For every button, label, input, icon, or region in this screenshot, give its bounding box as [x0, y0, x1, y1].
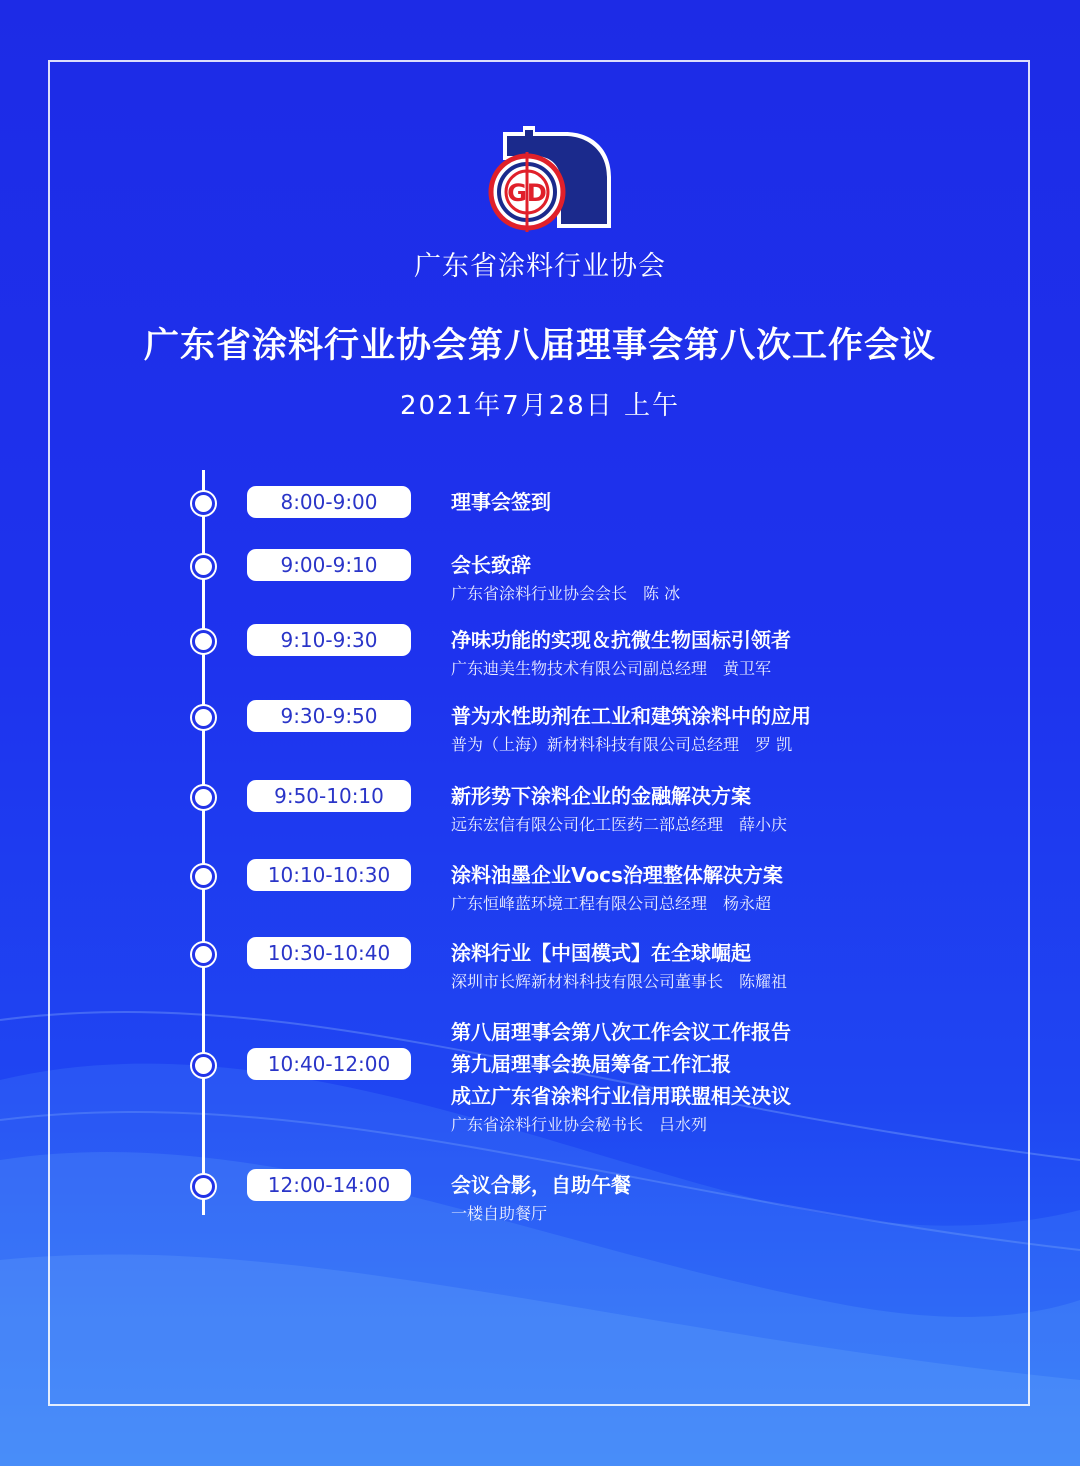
agenda-title: 涂料油墨企业Vocs治理整体解决方案 — [451, 863, 783, 887]
timeline-node-icon — [192, 492, 215, 515]
time-badge: 10:30-10:40 — [247, 937, 411, 969]
time-badge: 9:10-9:30 — [247, 624, 411, 656]
agenda-speaker: 深圳市长辉新材料科技有限公司董事长 陈耀祖 — [451, 972, 788, 991]
time-badge: 12:00-14:00 — [247, 1169, 411, 1201]
agenda-title: 第九届理事会换届筹备工作汇报 — [451, 1052, 731, 1076]
timeline-node-icon — [192, 555, 215, 578]
time-badge: 10:40-12:00 — [247, 1048, 411, 1080]
agenda-speaker: 广东迪美生物技术有限公司副总经理 黄卫军 — [451, 659, 772, 678]
agenda-speaker: 广东省涂料行业协会秘书长 吕水列 — [451, 1115, 708, 1134]
page-title: 广东省涂料行业协会第八届理事会第八次工作会议 — [143, 326, 936, 366]
agenda-speaker: 一楼自助餐厅 — [451, 1204, 548, 1223]
timeline-node-icon — [192, 865, 215, 888]
timeline-node-icon — [192, 943, 215, 966]
time-badge: 9:50-10:10 — [247, 780, 411, 812]
agenda-speaker: 远东宏信有限公司化工医药二部总经理 薛小庆 — [451, 815, 788, 834]
meeting-date: 2021年7月28日 上午 — [399, 391, 681, 421]
time-badge: 8:00-9:00 — [247, 486, 411, 518]
agenda-title: 会长致辞 — [451, 553, 531, 577]
agenda-speaker: 普为（上海）新材料科技有限公司总经理 罗 凯 — [451, 735, 793, 754]
time-badge: 9:00-9:10 — [247, 549, 411, 581]
agenda-title: 新形势下涂料企业的金融解决方案 — [451, 784, 751, 808]
agenda-title: 理事会签到 — [451, 490, 551, 514]
organization-name: 广东省涂料行业协会 — [414, 251, 666, 282]
agenda-speaker: 广东恒峰蓝环境工程有限公司总经理 杨永超 — [451, 894, 772, 913]
time-badge: 10:10-10:30 — [247, 859, 411, 891]
agenda-title: 第八届理事会第八次工作会议工作报告 — [451, 1020, 791, 1044]
timeline-node-icon — [192, 706, 215, 729]
agenda-title: 成立广东省涂料行业信用联盟相关决议 — [451, 1084, 791, 1108]
agenda-speaker: 广东省涂料行业协会会长 陈 冰 — [451, 584, 681, 603]
timeline-node-icon — [192, 1054, 215, 1077]
agenda-title: 净味功能的实现＆抗微生物国标引领者 — [451, 628, 791, 652]
logo-letters: GD — [507, 179, 547, 207]
timeline-node-icon — [192, 1175, 215, 1198]
timeline-node-icon — [192, 630, 215, 653]
agenda-title: 会议合影，自助午餐 — [451, 1173, 631, 1197]
time-badge: 9:30-9:50 — [247, 700, 411, 732]
agenda-title: 普为水性助剂在工业和建筑涂料中的应用 — [451, 704, 811, 728]
association-logo-icon — [465, 122, 615, 234]
agenda-title: 涂料行业【中国模式】在全球崛起 — [451, 941, 751, 965]
timeline-node-icon — [192, 786, 215, 809]
timeline-line — [202, 470, 205, 1215]
